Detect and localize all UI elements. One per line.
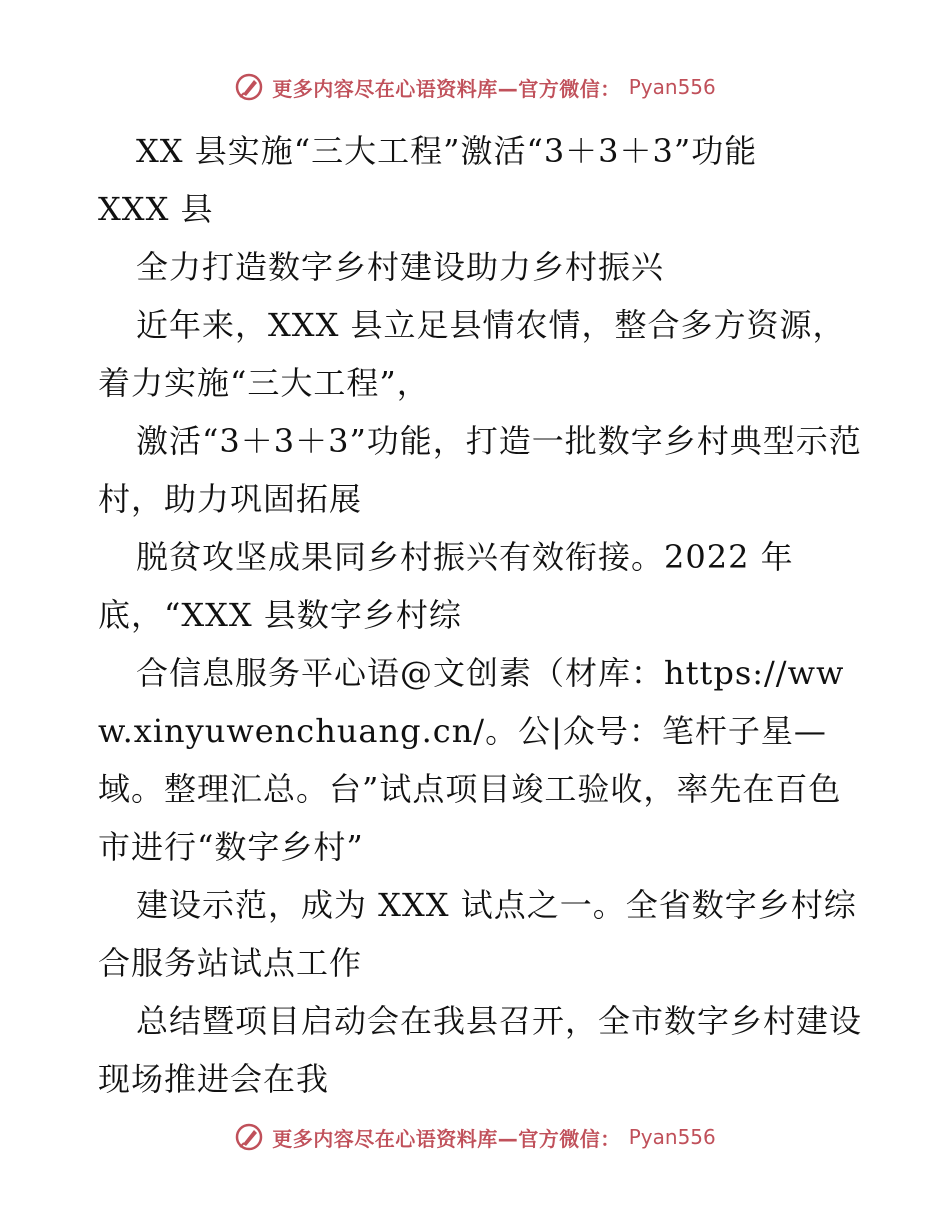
watermark-handle: Pyan556 <box>628 1125 716 1149</box>
footer-watermark <box>0 1122 950 1152</box>
paragraph-5: 激活“3＋3＋3”功能，打造一批数字乡村典型示范村，助力巩固拓展 <box>98 422 862 518</box>
header-watermark <box>0 72 950 102</box>
watermark-handle: Pyan556 <box>628 75 716 99</box>
watermark-brand: 更多内容尽在心语资料库—官方微信： <box>272 1126 621 1151</box>
paragraph-3: 全力打造数字乡村建设助力乡村振兴 <box>136 248 665 286</box>
document-body <box>98 122 868 1108</box>
paragraph-2: XXX 县 <box>98 190 214 228</box>
paragraph-6: 脱贫攻坚成果同乡村振兴有效衔接。2022 年底，“XXX 县数字乡村综 <box>98 538 794 634</box>
paragraph-8: 建设示范，成为 XXX 试点之一。全省数字乡村综合服务站试点工作 <box>98 886 857 982</box>
paragraph-9: 总结暨项目启动会在我县召开，全市数字乡村建设现场推进会在我 <box>98 1002 863 1098</box>
paragraph-4: 近年来，XXX 县立足县情农情，整合多方资源，着力实施“三大工程”， <box>98 306 846 402</box>
paragraph-7: 合信息服务平心语@文创素（材库：https://www.xinyuwenchuang.cn/。公|众号：笔杆子星—域。整理汇总。台”试点项目竣工验收，率先在百色市进行“数字乡村” <box>98 654 845 866</box>
watermark-brand: 更多内容尽在心语资料库—官方微信： <box>272 76 621 101</box>
quill-logo-icon <box>234 1122 264 1152</box>
quill-logo-icon <box>234 72 264 102</box>
paragraph-1: XX 县实施“三大工程”激活“3＋3＋3”功能 <box>136 132 758 170</box>
